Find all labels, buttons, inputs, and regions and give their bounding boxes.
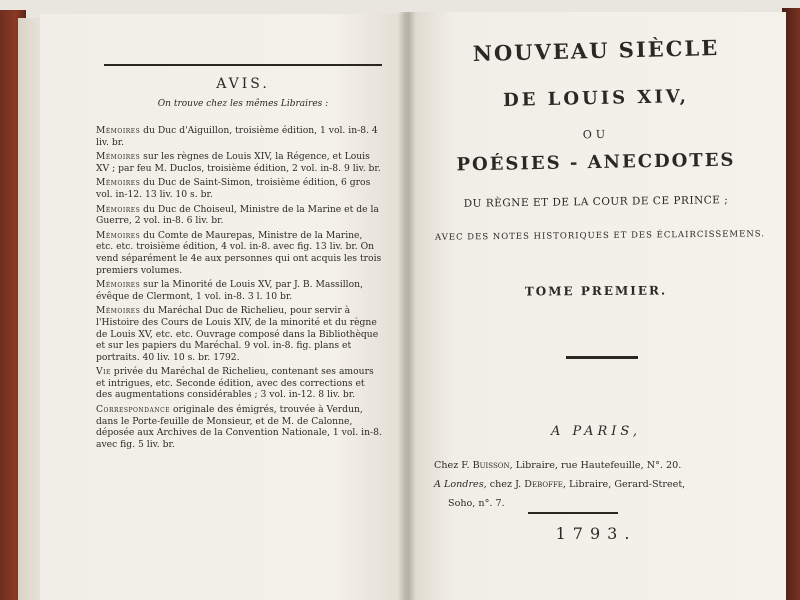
title-line-2: DE LOUIS XIV, [502,86,690,111]
list-item [88,366,382,401]
bottom-rule [528,512,618,514]
entry-lead: Mémoires [96,125,141,136]
list-item [88,279,382,302]
entry-text: sur la Minorité de Louis XV, par J. B. Massillon, évêque de Clermont, 1 vol. in-8. 3 l. 10 br. [96,279,363,302]
publisher-line-1 [434,456,770,475]
publisher-line-2 [434,475,770,494]
publisher-name-deboffe: Deboffe [524,479,563,490]
entry-text: du Duc de Saint-Simon, troisième édition, 6 gros vol. in-12. 13 liv. 10 s. br. [96,177,371,200]
publisher-line-3: Soho, n°. 7. [448,498,505,509]
entry-lead: Mémoires [96,229,141,241]
entry-lead: Mémoires [96,177,141,189]
middle-rule [566,356,638,359]
place-line: A PARIS, [551,424,641,439]
title-line-1: NOUVEAU SIÈCLE [472,34,720,67]
entry-lead: Mémoires [96,305,141,317]
book-gutter [398,12,416,600]
entry-text: sur les règnes de Louis XIV, la Régence, et Louis XV ; par feu M. Duclos, troisième édition, 2 vol. in-8. 9 liv. br. [96,151,381,174]
entry-lead: Mémoires [96,279,141,291]
title-line-4: POÉSIES - ANECDOTES [456,149,736,176]
entry-text: du Duc d'Aiguillon, troisième édition, 1 vol. in-8. 4 liv. br. [96,125,378,148]
entry-lead: Vie [96,366,111,378]
book-list [88,125,382,453]
publisher-line-1-a: Chez F. [434,460,473,471]
list-item [88,204,382,227]
publisher-london: A Londres [434,479,484,490]
tome-label: TOME PREMIER. [524,283,668,299]
entry-text: du Duc de Choiseul, Ministre de la Marine et de la Guerre, 2 vol. in-8. 6 liv. br. [96,203,379,227]
publisher-name-buisson: Buisson [472,460,510,471]
avis-subheading: On trouve chez les mêmes Libraires : [157,99,329,109]
list-item [88,125,382,148]
top-rule [104,64,382,66]
list-item [88,230,382,276]
publisher-line-1-b: , Libraire, rue Hautefeuille, N°. 20. [509,460,682,471]
entry-text: du Comte de Maurepas, Ministre de la Marine, etc. etc. troisième édition, 4 vol. in-8. avec fig. 13 liv. br. On vend séparément le 4e aux personnes qui ont acquis les trois premiers volumes. [96,229,382,276]
entry-lead: Correspondance [96,404,171,416]
entry-text: originale des émigrés, trouvée à Verdun, dans le Porte-feuille de Monsieur, et de M. de Calonne, déposée aux Archives de la Convention Nationale, 1 vol. in-8. avec fig. 5 liv. br. [96,404,382,450]
entry-text: privée du Maréchal de Richelieu, contenant ses amours et intrigues, etc. Seconde édition, avec des corrections et des augmentations considérables ; 3 vol. in-12. 8 liv. br. [96,366,374,401]
list-item [88,151,382,174]
publication-year: 1793. [555,524,637,543]
title-line-3: OU [582,127,610,142]
entry-text: du Maréchal Duc de Richelieu, pour servir à l'Histoire des Cours de Louis XIV, de la minorité et du règne de Louis XV, etc. etc. Ouvrage composé dans la Bibliothèque et sur les papiers du Maréchal. 9 vol. in-8. fig. plans et portraits. 40 liv. 10 s. br. 1792. [96,305,379,363]
entry-lead: Mémoires [96,151,141,163]
notes-line: AVEC DES NOTES HISTORIQUES ET DES ÉCLAIRCISSEMENS. [434,229,766,243]
list-item [88,177,382,200]
subtitle: DU RÈGNE ET DE LA COUR DE CE PRINCE ; [463,194,729,210]
publisher-line-2-a: , chez J. [483,479,525,490]
publisher-block [434,456,770,513]
list-item [88,305,382,363]
publisher-line-2-b: , Libraire, Gerard-Street, [562,479,686,490]
entry-lead: Mémoires [96,203,141,215]
avis-heading: AVIS. [216,76,270,92]
list-item [88,404,382,450]
